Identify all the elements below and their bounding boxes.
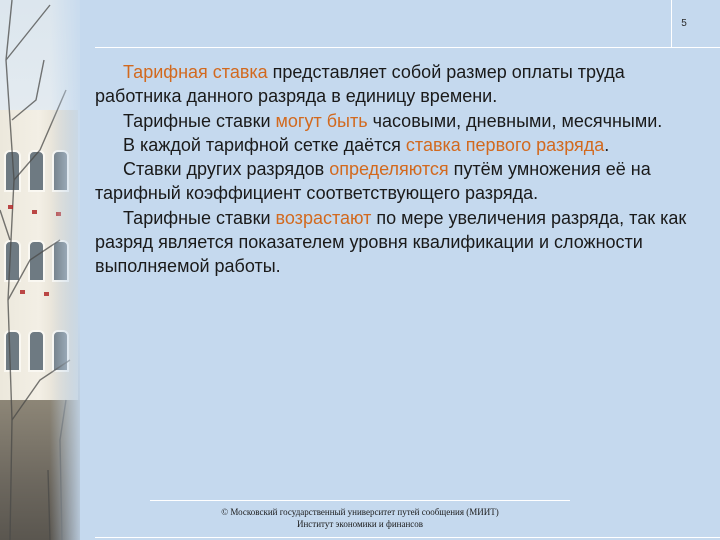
text-run: Тарифные ставки xyxy=(123,110,276,131)
highlighted-term: ставка первого разряда xyxy=(405,134,605,155)
top-rule xyxy=(95,47,720,48)
paragraph xyxy=(95,60,695,109)
text-run: путём умножения её на тарифный коэффициент соответствующего разряда. xyxy=(95,159,651,204)
paragraph xyxy=(95,157,695,206)
text-run: В каждой тарифной сетке даётся xyxy=(123,134,406,155)
paragraph xyxy=(95,206,695,279)
bottom-rule xyxy=(95,537,720,538)
text-run: часовыми, дневными, месячными. xyxy=(367,110,663,131)
footer-institute: Институт экономики и финансов xyxy=(296,519,424,529)
highlighted-term: определяются xyxy=(329,159,449,180)
footer xyxy=(150,506,570,530)
highlighted-term: могут быть xyxy=(275,110,368,131)
text-run: по мере увеличения разряда, так как разряд является показателем уровня квалификации и сложности выполняемой работы. xyxy=(95,207,687,277)
slide-body-text xyxy=(95,60,695,279)
paragraph xyxy=(95,109,695,133)
footer-rule xyxy=(150,500,570,501)
page-number: 5 xyxy=(681,18,687,29)
text-run: Ставки других разрядов xyxy=(123,159,330,180)
campus-building-photo xyxy=(0,0,80,540)
footer-copyright: © Московский государственный университет путей сообщения (МИИТ) xyxy=(221,507,499,517)
photo-fade xyxy=(50,0,80,540)
paragraph xyxy=(95,133,695,157)
text-run: . xyxy=(604,134,610,155)
highlighted-term: возрастают xyxy=(275,207,372,228)
text-run: Тарифные ставки xyxy=(123,207,276,228)
highlighted-term: Тарифная ставка xyxy=(123,62,268,82)
text-run: представляет собой размер оплаты труда работника данного разряда в единицу времени. xyxy=(95,62,625,107)
